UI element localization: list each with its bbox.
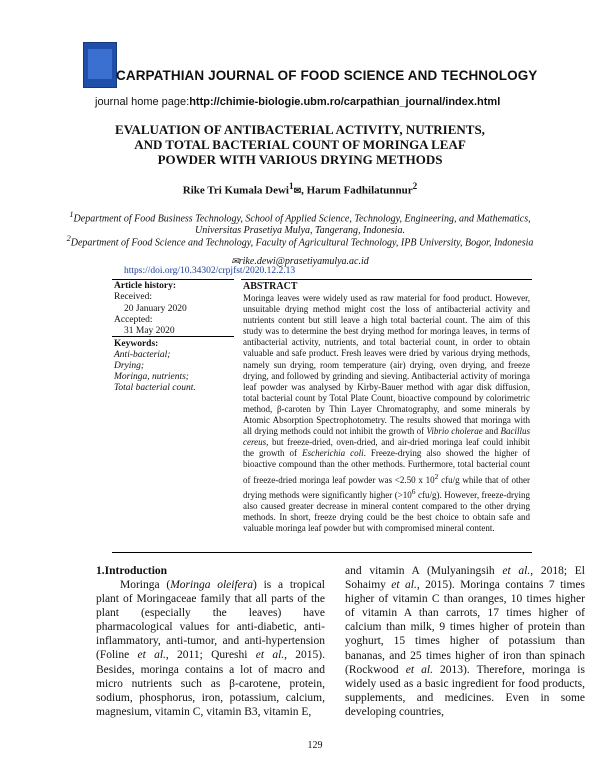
- affiliation-2: [60, 233, 540, 249]
- homepage-link[interactable]: http://chimie-biologie.ubm.ro/carpathian_journal/index.html: [189, 96, 501, 108]
- intro-part: , 2018; El Sohaimy: [345, 565, 586, 592]
- intro-part: and vitamin A (Mulyaningsih: [345, 565, 503, 577]
- exponent: 6: [411, 486, 416, 496]
- keyword-1: Anti-bacterial;: [114, 350, 171, 360]
- intro-column-1: [96, 578, 325, 719]
- received-date: 20 January 2020: [124, 304, 187, 314]
- journal-cover-logo: [83, 42, 117, 88]
- author-sep: ,: [301, 184, 307, 197]
- intro-part: Moringa (: [120, 579, 171, 591]
- intro-part: , 2015). Besides, moringa contains a lot of macro and micro nutrients such as β-carotene, protein, sodium, phosphorus, iron, potassium, calcium, magnesium, vitamin C, vitamin B3, vitamin E,: [96, 649, 325, 718]
- doi-link[interactable]: https://doi.org/10.34302/crpjfst/2020.12.2.13: [124, 266, 296, 276]
- keyword-3: Moringa, nutrients;: [114, 372, 189, 382]
- abstract-part: cfu/g while that of other drying methods were significantly higher (>10: [243, 474, 530, 500]
- journal-name: CARPATHIAN JOURNAL OF FOOD SCIENCE AND TECHNOLOGY: [116, 68, 538, 83]
- info-top-rule: [112, 279, 234, 280]
- email-icon: ✉: [231, 256, 239, 266]
- accepted-label: Accepted:: [114, 315, 153, 325]
- page-number: 129: [307, 740, 323, 751]
- abstract-part: Moringa leaves were widely used as raw material for food product. However, unsuitable drying method might cost the loss of antibacterial activity and nutrients content but still leave a high total bacterial count. The aim of this study was to determine the best drying method for moringa leaves, in terms of antibacterial activity, nutrients, and total bacterial count, in order to obtain valuable and safe product. Fresh leaves were dried by various drying methods, namely sun drying, room temperature (air) drying, oven drying, and freeze drying, and followed by grinding and sieving. Antibacterial activity of moringa leaf powder was analysed by Kirby-Bauer method with agar disk diffusion, total bacterial count by Total Plate Count, bioactive compound by colorimetric method, β-caroten by Thin Layer Chromatography, and some minerals by Atomic Absorption Spectrophotometry. The results showed that moringa with all drying methods could not inhibit the growth of: [243, 293, 530, 437]
- email-icon: ✉: [293, 185, 302, 196]
- received-label: Received:: [114, 292, 152, 302]
- abstract-part: . Freeze-drying also showed the higher of bioactive compound than the other methods. Furthermore, total bacterial count of freeze-dried moringa leaf powder was <2.50 x 10: [243, 448, 530, 485]
- journal-homepage: [95, 96, 500, 108]
- history-label: Article history:: [114, 281, 176, 291]
- abstract-text: [243, 293, 530, 534]
- species-name: Escherichia coli: [302, 448, 364, 459]
- affiliation-2-text: Department of Food Science and Technology, Faculty of Agricultural Technology, IPB University, Bogor, Indonesia: [70, 237, 534, 249]
- abstract-top-rule: [241, 279, 532, 280]
- et-al: et al.: [255, 649, 285, 662]
- et-al: et al.: [502, 565, 531, 577]
- keywords-label: Keywords:: [114, 339, 159, 349]
- species-name: Bacillus cereus: [243, 426, 530, 448]
- author-2-sup: 2: [412, 181, 418, 191]
- intro-part: , 2015). Moringa contains 7 times higher of vitamin C than oranges, 10 times higher of vitamin A than carrots, 17 times higher of calcium than milk, 9 times higher of protein than yoghurt, 15 times higher of potassium than bananas, and 25 times higher of iron than spinach (Rockwood: [345, 579, 585, 676]
- author-1-sup: 1: [288, 181, 294, 191]
- intro-part: , 2011; Qureshi: [165, 649, 256, 662]
- article-title: EVALUATION OF ANTIBACTERIAL ACTIVITY, NUTRIENTS, AND TOTAL BACTERIAL COUNT OF MORINGA LEAF POWDER WITH VARIOUS DRYING METHODS: [115, 122, 485, 167]
- author-1: Rike Tri Kumala Dewi: [182, 184, 289, 197]
- abstract-part: and: [482, 426, 501, 437]
- affiliation-1-sup: 1: [69, 210, 74, 219]
- et-al: et al.: [391, 579, 417, 592]
- accepted-date: 31 May 2020: [124, 326, 175, 336]
- abstract-heading: ABSTRACT: [243, 281, 298, 292]
- intro-part: 2013). Therefore, moringa is widely used as a basic ingredient for food products, supplements, and medicines. Even in some developing countries,: [345, 663, 585, 718]
- abstract-part: cfu/g). However, freeze-drying also caused greater decrease in mineral content compared to the other drying methods. In short, freeze drying could be the best choice to obtain safe and valuable moringa leaf powder but with compromised mineral content.: [243, 489, 530, 533]
- species-name: Vibrio cholerae: [426, 426, 483, 437]
- abstract-bottom-rule: [112, 552, 532, 553]
- keyword-4: Total bacterial count.: [114, 383, 196, 393]
- author-2: Harum Fadhilatunnur: [306, 184, 413, 197]
- affiliation-2-sup: 2: [66, 234, 71, 243]
- affiliation-1-text: Department of Food Business Technology, School of Applied Science, Technology, Engineering, and Mathematics, Universitas Prasetiya Mulya, Tangerang, Indonesia.: [73, 213, 531, 237]
- intro-part: ) is a tropical plant of Moringaceae family that all parts of the plant (especially the leaves) have pharmacological values for anti-diabetic, anti-inflammatory, anti-tumor, and anti-hypertension (Foline: [96, 579, 325, 662]
- exponent: 2: [434, 471, 439, 481]
- abstract-part: , but freeze-dried, oven-dried, and air-dried moringa leaf could inhibit the growth of: [243, 437, 530, 459]
- et-al: et al.: [405, 663, 433, 676]
- homepage-label: journal home page:: [95, 96, 190, 108]
- section-heading-introduction: 1.Introduction: [96, 565, 168, 577]
- email-text[interactable]: rike.dewi@prasetiyamulya.ac.id: [238, 256, 369, 267]
- author-line: [0, 181, 600, 197]
- intro-column-2: [345, 564, 585, 719]
- et-al: et al.: [137, 649, 166, 662]
- species-name: Moringa oleifera: [170, 579, 253, 591]
- keyword-2: Drying;: [114, 361, 145, 371]
